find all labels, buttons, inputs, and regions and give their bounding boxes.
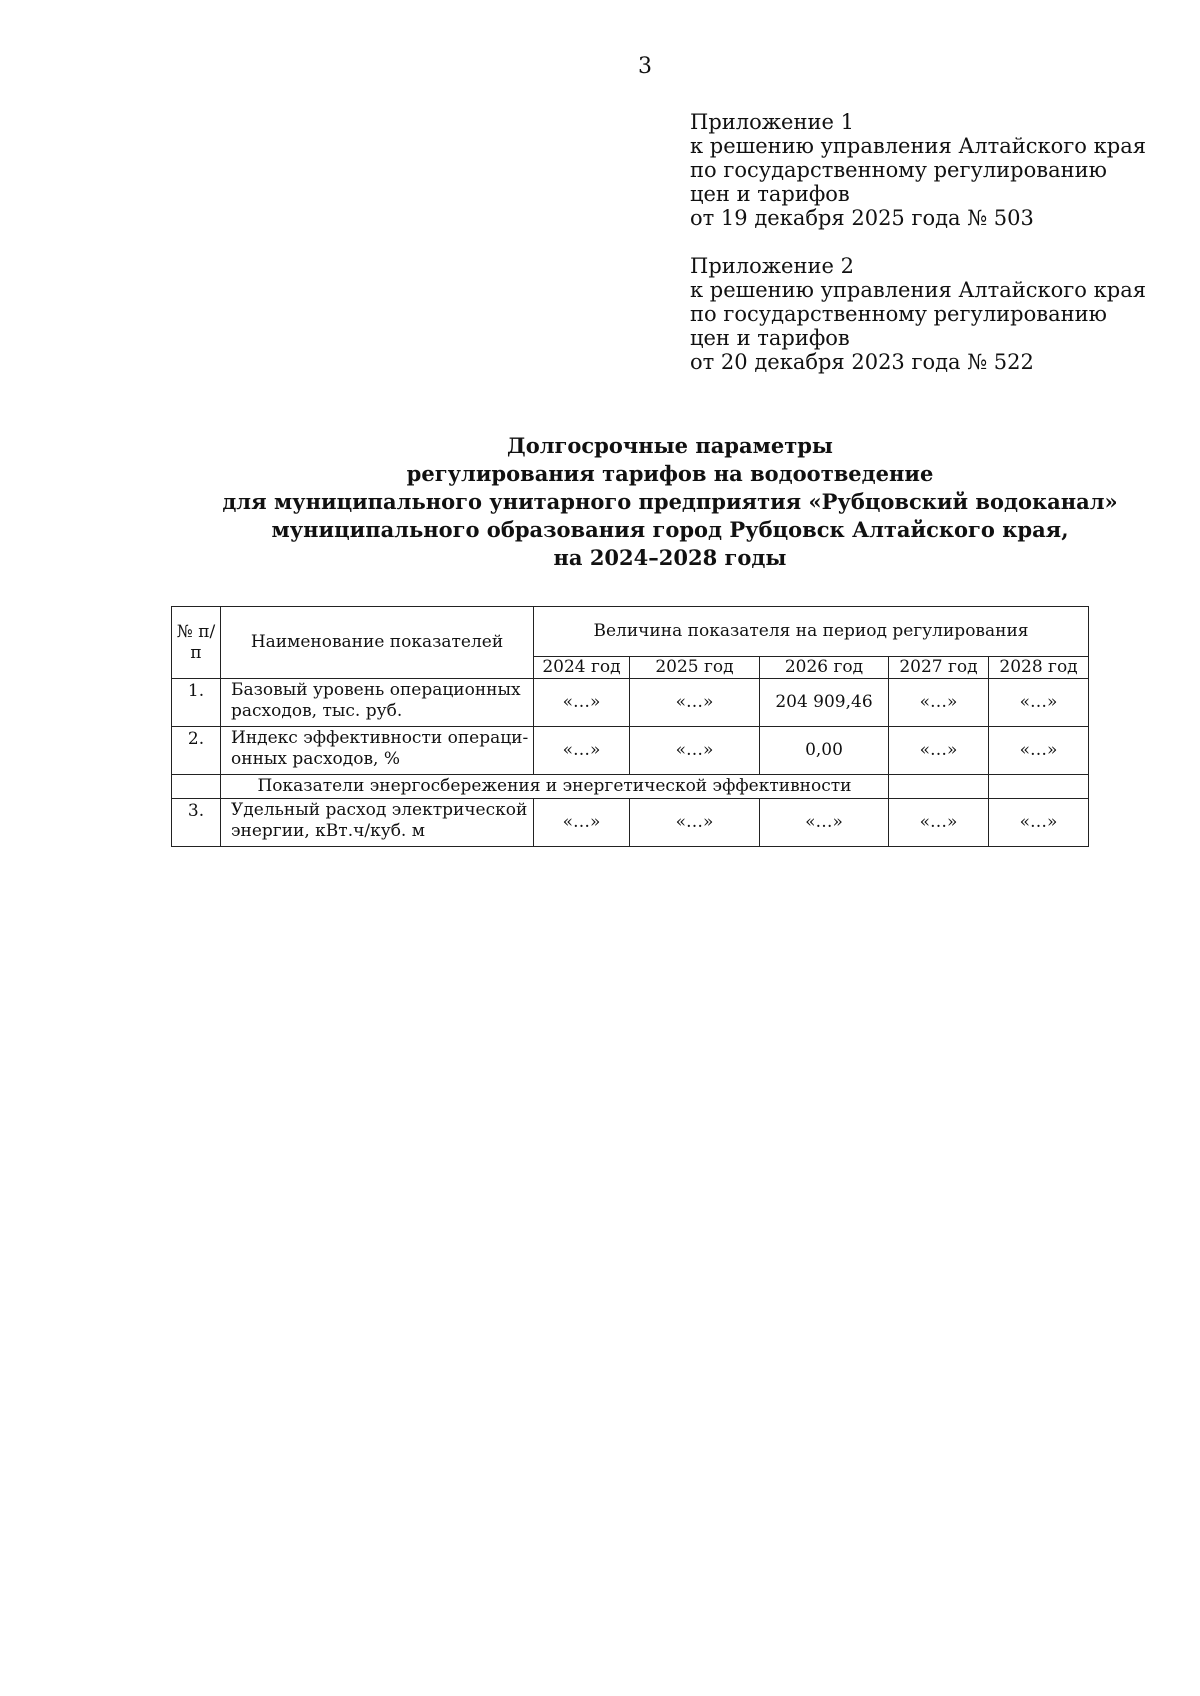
section-title: Показатели энергосбережения и энергетической эффективности	[221, 775, 889, 799]
header-name: Наименование показателей	[221, 607, 534, 679]
section-empty-cell	[889, 775, 989, 799]
row-value: «…»	[889, 679, 989, 727]
annex-1-line: по государственному регулированию	[690, 158, 1107, 182]
annex-2-line: по государственному регулированию	[690, 302, 1107, 326]
header-year: 2028 год	[989, 657, 1089, 679]
section-empty-cell	[989, 775, 1089, 799]
title-line: муниципального образования город Рубцовск Алтайского края,	[271, 517, 1069, 542]
row-name: Индекс эффективности операци-онных расходов, %	[221, 727, 534, 775]
title-line: регулирования тарифов на водоотведение	[406, 461, 934, 486]
row-value: «…»	[534, 679, 630, 727]
row-number: 1.	[172, 679, 221, 727]
page-number: 3	[638, 54, 652, 79]
row-value: «…»	[989, 799, 1089, 847]
row-value: 0,00	[760, 727, 889, 775]
parameters-table	[171, 606, 1089, 847]
annex-1-line: от 19 декабря 2025 года № 503	[690, 206, 1034, 230]
section-number-cell	[172, 775, 221, 799]
row-name: Удельный расход электрической энергии, кВт.ч/куб. м	[221, 799, 534, 847]
document-title	[120, 432, 1200, 572]
header-year: 2027 год	[889, 657, 989, 679]
annex-1-line: Приложение 1	[690, 110, 854, 134]
header-year: 2024 год	[534, 657, 630, 679]
annex-1-line: к решению управления Алтайского края	[690, 134, 1146, 158]
annex-1-line: цен и тарифов	[690, 182, 850, 206]
row-value: «…»	[630, 799, 760, 847]
table-row	[172, 679, 1089, 727]
row-name: Базовый уровень операционных расходов, тыс. руб.	[221, 679, 534, 727]
title-line: на 2024–2028 годы	[553, 545, 787, 570]
header-year: 2026 год	[760, 657, 889, 679]
title-line: Долгосрочные параметры	[507, 433, 833, 458]
row-value: «…»	[534, 799, 630, 847]
header-period: Величина показателя на период регулирования	[534, 607, 1089, 657]
row-value: «…»	[989, 727, 1089, 775]
row-value: «…»	[630, 679, 760, 727]
row-value: «…»	[889, 727, 989, 775]
row-value: 204 909,46	[760, 679, 889, 727]
row-value: «…»	[534, 727, 630, 775]
annex-2-header	[690, 254, 1160, 374]
header-number: № п/п	[172, 607, 221, 679]
row-value: «…»	[989, 679, 1089, 727]
row-value: «…»	[630, 727, 760, 775]
row-value: «…»	[889, 799, 989, 847]
table-header-row	[172, 607, 1089, 657]
table-row	[172, 799, 1089, 847]
table-row	[172, 727, 1089, 775]
annex-2-line: цен и тарифов	[690, 326, 850, 350]
row-value: «…»	[760, 799, 889, 847]
table-section-row	[172, 775, 1089, 799]
annex-2-line: Приложение 2	[690, 254, 854, 278]
row-number: 3.	[172, 799, 221, 847]
title-line: для муниципального унитарного предприятия «Рубцовский водоканал»	[222, 489, 1118, 514]
header-year: 2025 год	[630, 657, 760, 679]
annex-1-header	[690, 110, 1160, 230]
row-number: 2.	[172, 727, 221, 775]
annex-2-line: к решению управления Алтайского края	[690, 278, 1146, 302]
annex-2-line: от 20 декабря 2023 года № 522	[690, 350, 1034, 374]
